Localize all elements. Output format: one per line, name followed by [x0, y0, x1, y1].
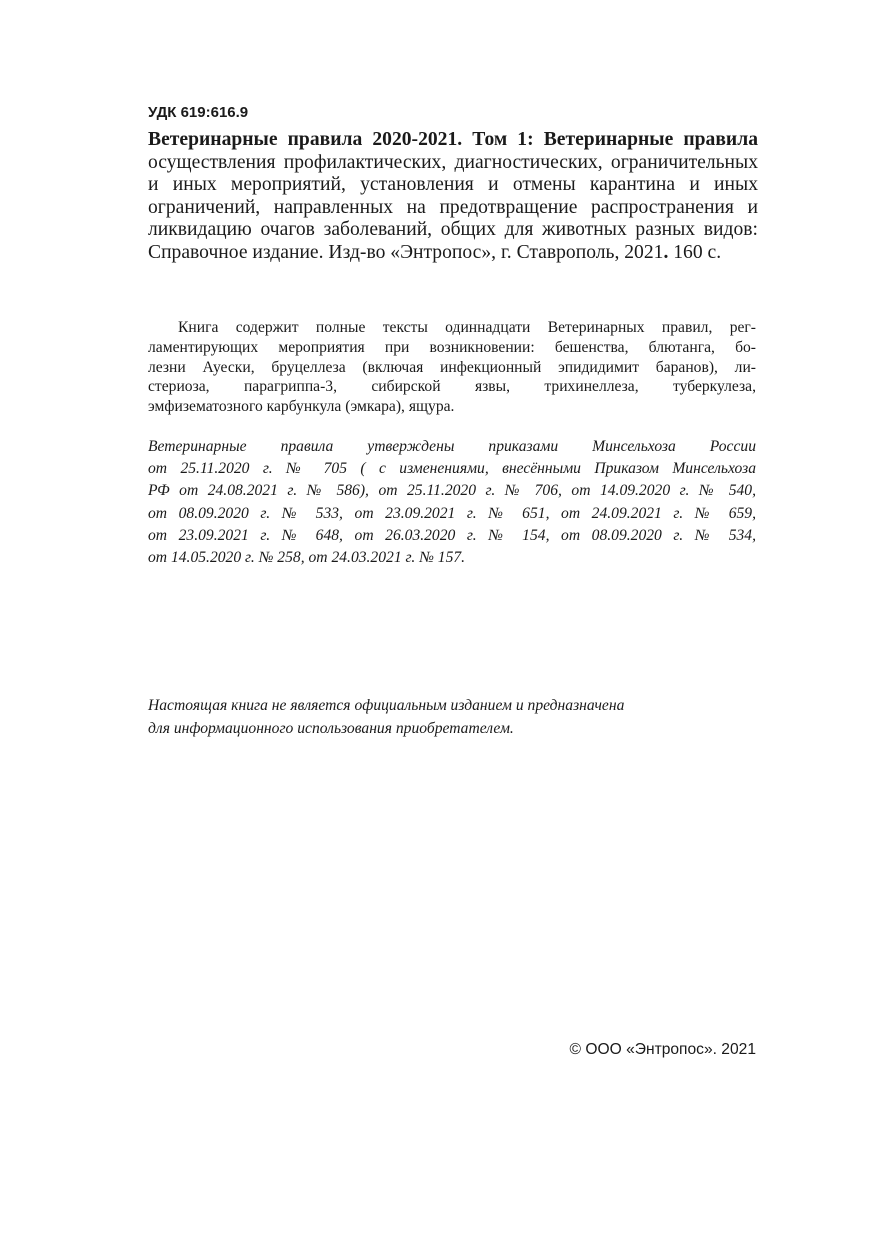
abstract-line: эмфизематозного карбункула (эмкара), ящура.: [148, 398, 455, 416]
approval-line: Ветеринарные правила утверждены приказами Минсельхоза России: [148, 438, 756, 455]
book-abstract: [148, 318, 756, 417]
biblio-line: ограничений, направленных на предотвращение распространения и: [148, 196, 758, 218]
udk-code: УДК 619:616.9: [148, 104, 249, 121]
disclaimer-line: для информационного использования приобретателем.: [148, 720, 514, 737]
approval-line: РФ от 24.08.2021 г. № 586), от 25.11.2020 г. № 706, от 14.09.2020 г. № 540,: [148, 482, 756, 500]
approval-orders: [148, 436, 756, 569]
biblio-line: и иных мероприятий, установления и отмены карантина и иных: [148, 174, 758, 196]
publisher-line: [148, 242, 758, 265]
page-count: 160 с.: [668, 241, 722, 263]
biblio-line: ликвидацию очагов заболеваний, общих для животных разных видов:: [148, 219, 758, 241]
approval-line: от 25.11.2020 г. № 705 ( с изменениями, внесёнными Приказом Минсельхоза: [148, 460, 756, 478]
approval-line: от 23.09.2021 г. № 648, от 26.03.2020 г. № 154, от 08.09.2020 г. № 534,: [148, 526, 756, 544]
disclaimer: [148, 694, 758, 740]
bibliographic-description: [148, 129, 758, 265]
disclaimer-line: Настоящая книга не является официальным изданием и предназначена: [148, 697, 625, 714]
approval-line: от 08.09.2020 г. № 533, от 23.09.2021 г. № 651, от 24.09.2021 г. № 659,: [148, 504, 756, 522]
book-title: Ветеринарные правила 2020-2021. Том 1: Ветеринарные правила: [148, 129, 758, 150]
publisher-dot: .: [663, 241, 669, 263]
publisher-info: Справочное издание. Изд-во «Энтропос», г. Ставрополь, 2021: [148, 241, 664, 263]
copyright-notice: © ООО «Энтропос». 2021: [569, 1041, 756, 1058]
abstract-line: лезни Ауески, бруцеллеза (включая инфекционный эпидидимит баранов), ли-: [148, 358, 756, 376]
abstract-line: Книга содержит полные тексты одиннадцати Ветеринарных правил, рег-: [178, 319, 756, 336]
abstract-line: стериоза, парагриппа-3, сибирской язвы, трихинеллеза, туберкулеза,: [148, 378, 756, 396]
biblio-line: осуществления профилактических, диагностических, ограничительных: [148, 151, 758, 173]
abstract-line: ламентирующих мероприятия при возникновении: бешенства, блютанга, бо-: [148, 338, 756, 356]
approval-line: от 14.05.2020 г. № 258, от 24.03.2021 г. № 157.: [148, 549, 466, 567]
